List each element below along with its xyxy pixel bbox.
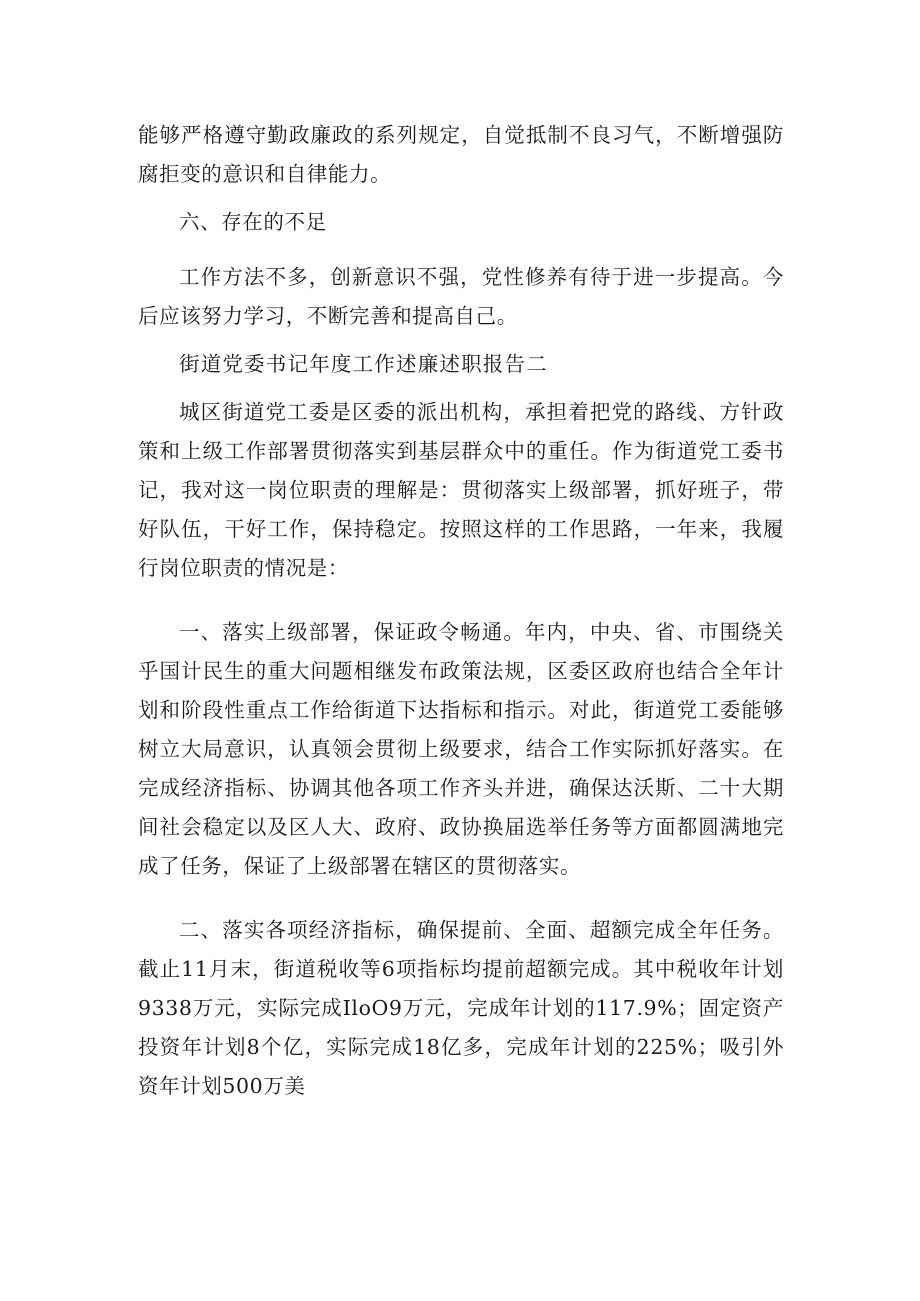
section-heading-shortcomings: 六、存在的不足 [179, 210, 327, 234]
document-body [138, 116, 784, 1106]
paragraph-section-one: 一、落实上级部署，保证政令畅通。年内，中央、省、市围绕关乎国计民生的重大问题相继发布政策法规，区委区政府也结合全年计划和阶段性重点工作给街道下达指标和指示。对此，街道党工委能够树立大局意识，认真领会贯彻上级要求，结合工作实际抓好落实。在完成经济指标、协调其他各项工作齐头并进，确保达沃斯、二十大期间社会稳定以及区人大、政府、政协换届选举任务等方面都圆满地完成了任务，保证了上级部署在辖区的贯彻落实。 [138, 620, 784, 878]
paragraph-shortcomings: 工作方法不多，创新意识不强，党性修养有待于进一步提高。今后应该努力学习，不断完善和提高自己。 [138, 265, 784, 328]
paragraph-continuation: 能够严格遵守勤政廉政的系列规定，自觉抵制不良习气，不断增强防腐拒变的意识和自律能力。 [138, 123, 784, 186]
paragraph-section-two: 二、落实各项经济指标，确保提前、全面、超额完成全年任务。截止11月末，街道税收等6项指标均提前超额完成。其中税收年计划9338万元，实际完成IloO9万元，完成年计划的117.9%；固定资产投资年计划8个亿，实际完成18亿多，完成年计划的225%；吸引外资年计划500万美 [138, 918, 784, 1098]
report-title: 街道党委书记年度工作述廉述职报告二 [179, 352, 548, 376]
paragraph-intro: 城区街道党工委是区委的派出机构，承担着把党的路线、方针政策和上级工作部署贯彻落实到基层群众中的重任。作为街道党工委书记，我对这一岗位职责的理解是：贯彻落实上级部署，抓好班子，带好队伍，干好工作，保持稳定。按照这样的工作思路，一年来，我履行岗位职责的情况是： [138, 400, 784, 580]
